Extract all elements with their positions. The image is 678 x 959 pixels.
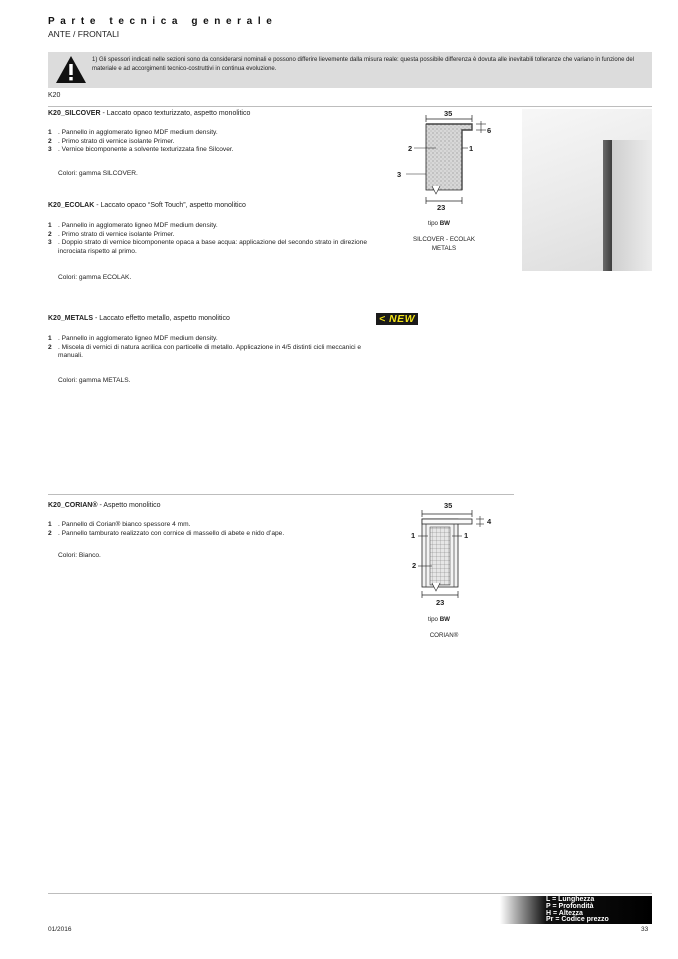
page-section-title: Parte tecnica generale	[48, 16, 278, 27]
diagram1-label-1: 1	[469, 144, 474, 153]
list-item: 3 . Doppio strato di vernice bicomponente opaca a base acqua: applicazione del secondo strato in direzione incrociata rispetto al primo.	[48, 239, 368, 255]
diagram2-label-2: 2	[412, 561, 417, 570]
warning-icon	[55, 55, 87, 85]
notice-text: 1) Gli spessori indicati nelle sezioni sono da considerarsi nominali e possono differire lievemente dalla misura reale: questa possibile differenza è dovuta alle inevitabili tolleranze che variano in funzione del materiale e ad accorgimenti tecnico-costruttivi in continua evoluzione.	[92, 57, 635, 72]
legend-line: H = Altezza	[546, 909, 583, 917]
diagram2-label-1-left: 1	[411, 531, 416, 540]
list-item: 2 . Miscela di vernici di natura acrilica con particelle di metallo. Applicazione in 4/5 distinti cicli meccanici e manuali.	[48, 343, 362, 360]
diagram1-label-2: 2	[408, 144, 413, 153]
diagram2-width-top: 35	[444, 501, 453, 510]
section-code: K20	[48, 92, 61, 99]
diagram2-caption: CORIAN®	[429, 632, 459, 639]
diagram2-tipo: tipo BW	[428, 616, 451, 623]
corian-divider	[48, 494, 514, 495]
diagram1-label-3: 3	[397, 170, 402, 179]
metals-list	[48, 335, 378, 361]
page-number: 33	[641, 926, 649, 933]
legend-line: P = Profondità	[546, 902, 594, 910]
list-item: 1 . Pannello in agglomerato ligneo MDF medium density.	[48, 222, 218, 229]
diagram2-width-bottom: 23	[436, 598, 445, 607]
ecolak-code: K20_ECOLAK	[48, 202, 95, 209]
list-item: 2 . Pannello tamburato realizzato con cornice di massello di abete e nido d’ape.	[48, 529, 285, 537]
list-item: 2 . Primo strato di vernice isolante Primer.	[48, 230, 175, 238]
page-subtitle: ANTE / FRONTALI	[48, 29, 120, 39]
corian-code: K20_CORIAN®	[48, 502, 98, 509]
metals-title	[48, 315, 230, 322]
list-item: 3 . Vernice bicomponente a solvente texturizzata fine Silcover.	[48, 146, 234, 154]
diagram1-width-bottom: 23	[437, 203, 446, 212]
legend-line: L = Lunghezza	[546, 896, 595, 903]
list-item: 1 . Pannello di Corian® bianco spessore 4 mm.	[48, 521, 191, 528]
ecolak-colors: Colori: gamma ECOLAK.	[58, 274, 132, 281]
diagram2-label-1-right: 1	[464, 531, 469, 540]
ecolak-list	[48, 222, 378, 256]
panel-photo-edge	[603, 140, 612, 271]
list-item: 1 . Pannello in agglomerato ligneo MDF medium density.	[48, 129, 218, 136]
corian-desc: - Aspetto monolitico	[97, 502, 161, 509]
ecolak-desc: - Laccato opaco “Soft Touch”, aspetto monolitico	[94, 202, 246, 209]
section-diagram-1	[392, 108, 502, 218]
panel-photo-shadow	[612, 140, 652, 271]
ecolak-title	[48, 202, 246, 209]
metals-code: K20_METALS	[48, 315, 93, 322]
footer-date: 01/2016	[48, 926, 72, 933]
section-divider	[48, 106, 652, 107]
diagram2-thickness: 4	[487, 517, 492, 526]
corian-colors: Colori: Bianco.	[58, 552, 101, 559]
list-item: 2 . Primo strato di vernice isolante Primer.	[48, 137, 175, 145]
footer-divider	[48, 893, 652, 894]
silcover-colors: Colori: gamma SILCOVER.	[58, 170, 138, 177]
metals-colors: Colori: gamma METALS.	[58, 377, 131, 384]
silcover-list	[48, 129, 378, 155]
silcover-code: K20_SILCOVER	[48, 110, 101, 117]
diagram1-caption-1: SILCOVER - ECOLAK	[413, 236, 475, 243]
metals-desc: - Laccato effetto metallo, aspetto monolitico	[93, 315, 230, 322]
silcover-desc: - Laccato opaco texturizzato, aspetto monolitico	[100, 110, 251, 117]
silcover-title	[48, 110, 250, 117]
legend	[546, 897, 609, 924]
diagram1-tipo: tipo BW	[428, 220, 451, 227]
list-item: 1 . Pannello in agglomerato ligneo MDF medium density.	[48, 335, 218, 342]
diagram1-thickness: 6	[487, 126, 492, 135]
corian-list	[48, 521, 378, 538]
corian-title	[48, 502, 161, 509]
legend-line: Pr = Codice prezzo	[546, 916, 609, 924]
section-diagram-2	[392, 500, 502, 610]
new-badge: < NEW	[376, 313, 418, 325]
diagram1-caption-2: METALS	[431, 245, 457, 252]
diagram1-width-top: 35	[444, 109, 453, 118]
